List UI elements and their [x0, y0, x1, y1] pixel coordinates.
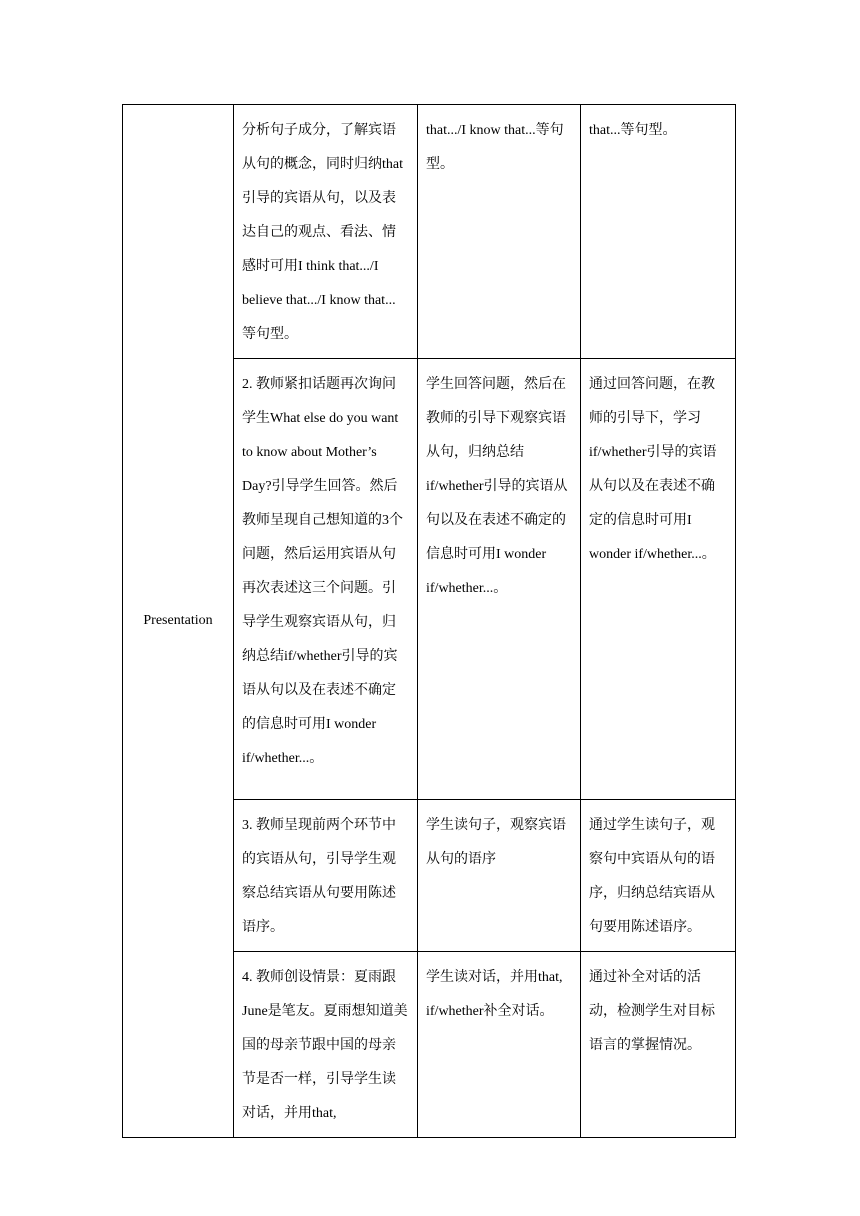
student-activity-cell [418, 952, 581, 1138]
purpose-cell [581, 952, 736, 1138]
student-activity-text: 学生读对话，并用that, if/whether补全对话。 [426, 970, 563, 1019]
teacher-activity-text: 3. 教师呈现前两个环节中的宾语从句，引导学生观察总结宾语从句要用陈述语序。 [242, 818, 396, 935]
purpose-cell [581, 800, 736, 952]
stage-label: Presentation [143, 613, 213, 628]
teacher-activity-text: 4. 教师创设情景：夏雨跟June是笔友。夏雨想知道美国的母亲节跟中国的母亲节是否一样，引导学生读对话，并用that, [242, 970, 408, 1121]
teacher-activity-text: 2. 教师紧扣话题再次询问学生What else do you want to know about Mother’s Day?引导学生回答。然后教师呈现自己想知道的3个问题，然后运用宾语从句再次表述这三个问题。引导学生观察宾语从句，归纳总结if/whether引导的宾语从句以及在表述不确定的信息时可用I wonder if/whether...。 [242, 377, 403, 766]
student-activity-cell [418, 800, 581, 952]
purpose-text: that...等句型。 [589, 123, 677, 138]
purpose-cell [581, 105, 736, 359]
student-activity-text: that.../I know that...等句型。 [426, 123, 564, 172]
teacher-activity-cell [234, 359, 418, 800]
purpose-text: 通过回答问题，在教师的引导下，学习if/whether引导的宾语从句以及在表述不确定的信息时可用I wonder if/whether...。 [589, 377, 717, 562]
student-activity-text: 学生读句子，观察宾语从句的语序 [426, 818, 566, 867]
teacher-activity-cell [234, 105, 418, 359]
student-activity-cell [418, 105, 581, 359]
student-activity-text: 学生回答问题，然后在教师的引导下观察宾语从句，归纳总结if/whether引导的宾语从句以及在表述不确定的信息时可用I wonder if/whether...。 [426, 377, 568, 596]
table-row [123, 105, 736, 359]
teacher-activity-text: 分析句子成分，了解宾语从句的概念，同时归纳that引导的宾语从句，以及表达自己的观点、看法、情感时可用I think that.../I believe that.../I know that...等句型。 [242, 123, 403, 342]
purpose-text: 通过学生读句子，观察句中宾语从句的语序，归纳总结宾语从句要用陈述语序。 [589, 818, 715, 935]
teacher-activity-cell [234, 952, 418, 1138]
purpose-cell [581, 359, 736, 800]
purpose-text: 通过补全对话的活动，检测学生对目标语言的掌握情况。 [589, 970, 715, 1053]
student-activity-cell [418, 359, 581, 800]
teacher-activity-cell [234, 800, 418, 952]
lesson-plan-table [122, 104, 736, 1138]
stage-cell [123, 105, 234, 1138]
